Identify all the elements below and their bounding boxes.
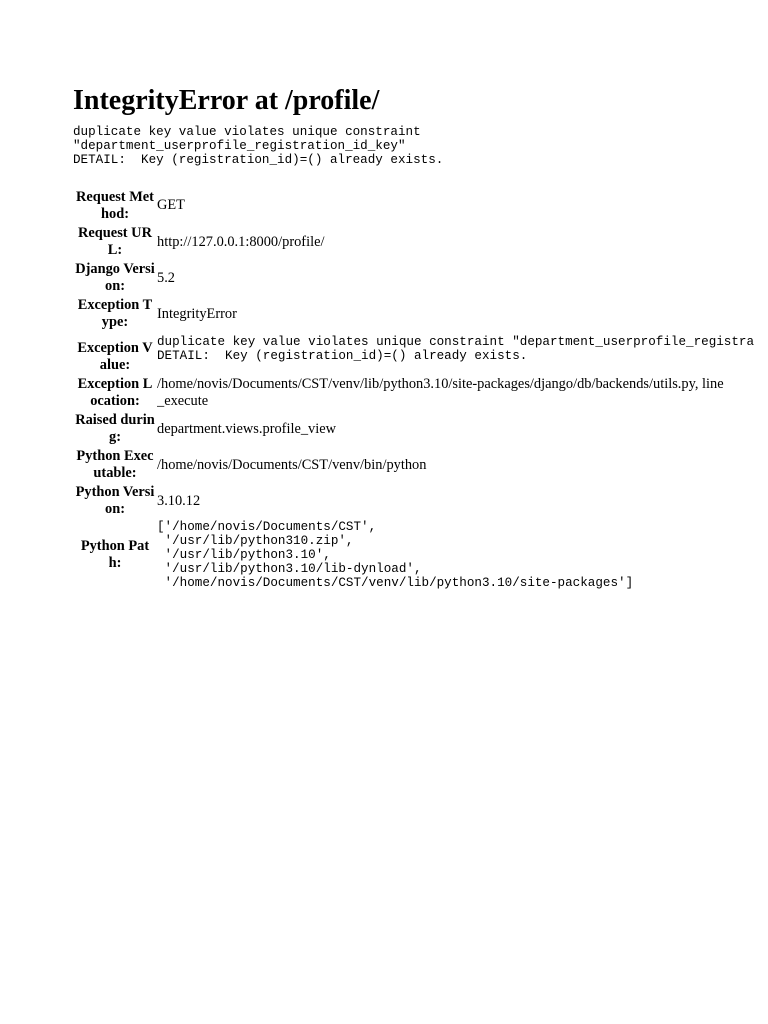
request-method-label: Request Method:: [76, 189, 154, 222]
exception-location-label: Exception Location:: [77, 376, 153, 409]
python-path-line: '/usr/lib/python3.10/lib-dynload',: [157, 562, 422, 576]
exception-type-label: Exception Type:: [77, 297, 153, 330]
table-row: [75, 375, 767, 411]
request-meta-table: [75, 187, 767, 591]
python-path-line: ['/home/novis/Documents/CST',: [157, 520, 377, 534]
python-path-line: '/usr/lib/python310.zip',: [157, 534, 354, 548]
exception-message-line: DETAIL: Key (registration_id)=() already exists.: [73, 153, 444, 167]
exception-location-line: _execute: [157, 393, 209, 409]
python-version-label: Python Version:: [75, 484, 155, 517]
raised-during-value: department.views.profile_view: [157, 420, 337, 437]
python-path-value: [155, 519, 767, 591]
python-version-value: 3.10.12: [157, 492, 201, 509]
exception-message-line: "department_userprofile_registration_id_key": [73, 139, 406, 153]
table-row: [75, 483, 767, 519]
request-url-value[interactable]: http://127.0.0.1:8000/profile/: [157, 233, 325, 250]
error-page: [73, 84, 768, 591]
django-version-label: Django Version:: [75, 261, 155, 294]
exception-message-line: duplicate key value violates unique constraint: [73, 125, 421, 139]
request-method-value: GET: [157, 197, 185, 213]
python-path-line: '/usr/lib/python3.10',: [157, 548, 331, 562]
exception-value-line: duplicate key value violates unique constraint "department_userprofile_registra: [157, 335, 755, 349]
exception-value-line: DETAIL: Key (registration_id)=() already exists.: [157, 349, 528, 363]
exception-location-value: [155, 375, 767, 411]
django-version-value: 5.2: [157, 269, 175, 286]
table-row: [75, 447, 767, 483]
python-path-label: Python Path:: [80, 538, 150, 571]
exception-value-value: [155, 332, 767, 375]
table-row: [75, 260, 767, 296]
table-row: [75, 332, 767, 375]
exception-value-label: Exception Value:: [77, 340, 153, 373]
page-title: IntegrityError at /profile/: [73, 85, 380, 116]
exception-location-line: /home/novis/Documents/CST/venv/lib/python3.10/site-packages/django/db/backends/utils.py, line: [157, 376, 724, 392]
table-row: [75, 296, 767, 332]
request-url-label: Request URL:: [78, 225, 152, 258]
table-row: [75, 187, 767, 224]
table-row: [75, 224, 767, 260]
table-row: [75, 519, 767, 591]
exception-message: [73, 125, 768, 167]
raised-during-label: Raised during:: [75, 412, 155, 445]
python-executable-label: Python Executable:: [76, 448, 154, 481]
exception-type-value: IntegrityError: [157, 305, 237, 322]
python-path-line: '/home/novis/Documents/CST/venv/lib/python3.10/site-packages']: [157, 576, 634, 590]
python-executable-value: /home/novis/Documents/CST/venv/bin/python: [157, 456, 427, 473]
table-row: [75, 411, 767, 447]
